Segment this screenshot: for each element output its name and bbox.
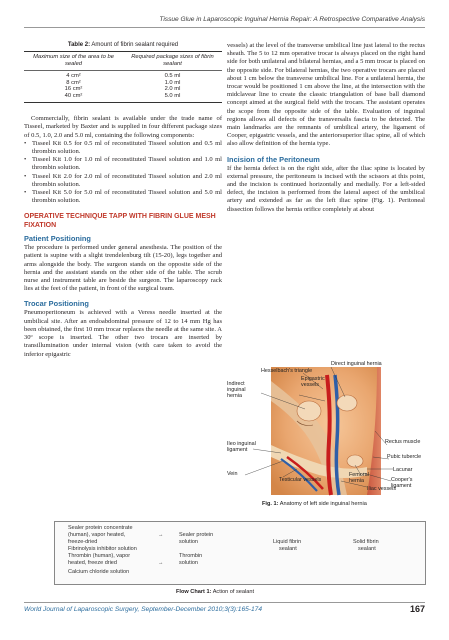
flow-mid-item: Thrombin <box>179 553 203 559</box>
label-indirect-hernia: Indirect inguinal hernia <box>227 381 246 399</box>
table-cell: 5.0 ml <box>164 93 181 100</box>
label-hesselbach: Hesselbach's triangle <box>261 368 313 374</box>
label-iliac: Iliac vessels <box>367 486 397 492</box>
table-cell: 4 cm² <box>66 72 81 79</box>
table-cell: 2.0 ml <box>164 86 181 93</box>
table-2-header-area: Maximum size of the area to be sealed <box>33 54 114 67</box>
table-2-header-package: Required package sizes of fibrin sealant <box>131 54 214 67</box>
paragraph-trocar-continued: vessels) at the level of the transverse umbilical line just lateral to the rectus sheath. The 5 to 12 mm operative trocar is always placed on the right hand side for both unilateral and bilateral hernias, and a 5 mm trocar is placed on the opposite side. For bilateral hernias, the two operative trocars are placed about 1 cm below the transverse umbilical line. For a unilateral hernia, the trocar would be positioned 1 cm above the line, at the intersection with the midclavear line to create the classic triangulation of base ball diamond concept aimed at the surgical field with the trocars. The assistant operates the scope from the opposite side of the table. Evaluation of inguinal regions allows all defects of the transversalis fascia to be detected. The main landmarks are the remnants of umbilical artery, the ligament of Cooper, epigastric vessels, and the anteriorsuperior iliac spine, all of which also allow definition of the hernia type. <box>227 42 425 148</box>
label-direct-hernia: Direct inguinal hernia <box>331 361 382 367</box>
list-item: • Tisseel Kit 2.0 for 2.0 ml of reconstituted Tisseel solution and 2.0 ml thrombin solution. <box>24 173 222 189</box>
flow-chart-1 <box>54 521 426 585</box>
flow-left-item: (human), vapor heated, <box>68 532 126 538</box>
flow-left-item: freeze-dried <box>68 539 98 545</box>
label-cooper: Cooper's ligament <box>391 477 413 489</box>
flow-arrow-icon: → <box>158 560 164 566</box>
table-cell: 1.0 ml <box>164 79 181 86</box>
heading-operative-technique: OPERATIVE TECHNIQUE TAPP WITH FIBRIN GLUE MESH FIXATION <box>24 213 216 229</box>
flow-liquid-sealant: sealant <box>279 546 297 552</box>
flow-left-item: Sealer protein concentrate <box>68 525 133 531</box>
flow-left-item: Thrombin (human), vapor <box>68 553 131 559</box>
heading-incision-peritoneum: Incision of the Peritoneum <box>227 154 320 164</box>
table-2 <box>24 51 222 103</box>
table-cell: 0.5 ml <box>164 72 181 79</box>
flow-solid-sealant: sealant <box>358 546 376 552</box>
figure-1-caption-text: Anatomy of left side inguinal hernia <box>279 501 367 507</box>
table-cell: 8 cm² <box>66 79 81 86</box>
label-rectus: Rectus muscle <box>385 439 421 445</box>
paragraph-intro: Commercially, fibrin sealant is available under the trade name of Tisseel, marketed by Baxter and is supplied in four different package sizes of 0.5, 1.0, 2.0 and 5.0 ml, containing the following components: <box>24 115 222 139</box>
right-column <box>227 42 425 214</box>
paragraph-trocar-positioning: Pneumoperitoneum is achieved with a Veress needle inserted at the umbilical site. After an endoabdominal pressure of 12 to 14 mm Hg has been obtained, the first 10 mm trocar replaces the needle at the same site. A 30º scope is inserted. The other two trocars are inserted by transillumination under internal vision (with care taken to avoid the inferior epigastric <box>24 309 222 358</box>
label-pubic: Pubic tubercle <box>387 454 422 460</box>
kit-list <box>24 140 222 206</box>
figure-1-anatomy <box>227 361 425 499</box>
flow-chart-caption-text: Action of sealant <box>212 589 255 595</box>
heading-trocar-positioning: Trocar Positioning <box>24 299 89 309</box>
label-femoral: Femoral hernia <box>349 472 369 484</box>
label-ileo-inguinal: Ileo inguinal ligament <box>227 441 256 453</box>
list-item: • Tisseel Kit 0.5 for 0.5 ml of reconstituted Tisseel solution and 0.5 ml thrombin solution. <box>24 140 222 156</box>
label-epigastric: Epigastric vessels <box>301 376 325 388</box>
flow-left-item: heated, freeze dried <box>68 560 117 566</box>
list-item: • Tisseel Kit 1.0 for 1.0 ml of reconstituted Tisseel solution and 1.0 ml thrombin solution. <box>24 156 222 172</box>
footer-rule <box>24 602 425 603</box>
paragraph-patient-positioning: The procedure is performed under general anesthesia. The position of the patient is supine with a slight trendelenburg tilt (15-20), legs together and arms alongside the body. The surgeon stands on the opposite side of the hernia and the assistant stands on the other side of the table. The scrub nurse and instrument table are beside the surgeon. The laparoscopy rack lies at the feet of the patient, in front of the surgical team. <box>24 244 222 293</box>
table-row <box>24 86 222 93</box>
figure-1-caption-label: Fig. 1: <box>262 501 279 507</box>
table-2-label: Table 2: <box>67 42 91 48</box>
flow-mid-item: Sealer protein <box>179 532 214 538</box>
label-testicular: Testicular vessels <box>279 477 322 483</box>
flow-liquid-sealant: Liquid fibrin <box>273 539 302 545</box>
table-2-title-text: Amount of fibrin sealant required <box>91 42 179 48</box>
heading-patient-positioning: Patient Positioning <box>24 234 91 244</box>
flow-chart-caption-label: Flow Chart 1: <box>176 589 212 595</box>
table-cell: 40 cm² <box>64 93 83 100</box>
flow-left-item: Fibrinolysis inhibitor solution <box>68 546 137 552</box>
list-item: • Tisseel Kit 5.0 for 5.0 ml of reconstituted Tisseel solution and 5.0 ml thrombin solution. <box>24 189 222 205</box>
table-2-title <box>24 42 222 48</box>
journal-footer: World Journal of Laparoscopic Surgery, September-December 2010;3(3):165-174 <box>24 606 262 613</box>
page-number: 167 <box>409 604 425 614</box>
flow-solid-sealant: Solid fibrin <box>353 539 379 545</box>
flow-chart-caption <box>176 589 254 595</box>
table-2-header <box>24 52 222 71</box>
flow-left-item: Calcium chloride solution <box>68 569 130 575</box>
table-cell: 16 cm² <box>64 86 83 93</box>
header-rule <box>24 27 425 28</box>
paragraph-incision: If the hernia defect is on the right side, after the iliac spine is located by external pressure, the peritoneum is incised with the scissors at this point, and the incision is continued horizontally and medially. For a left-sided defect, the incision is performed from the lateral aspect of the umbilical artery and extended as far as the left iliac spine (Fig. 1). Peritoneal dissection follows the hernia orifice completely at about <box>227 164 425 213</box>
flow-mid-item: solution <box>179 539 198 545</box>
flow-mid-item: solution <box>179 560 198 566</box>
label-lacunar: Lacunar <box>393 467 413 473</box>
figure-1-caption <box>262 501 367 507</box>
flow-arrow-icon: → <box>158 532 164 538</box>
label-vein: Vein <box>227 471 238 477</box>
table-row <box>24 73 222 80</box>
running-head: Tissue Glue in Laparoscopic Inguinal Hernia Repair: A Retrospective Comparative Analysis <box>159 16 425 23</box>
table-2-body <box>24 71 222 103</box>
left-column <box>24 42 222 359</box>
table-row <box>24 93 222 100</box>
table-row <box>24 80 222 87</box>
